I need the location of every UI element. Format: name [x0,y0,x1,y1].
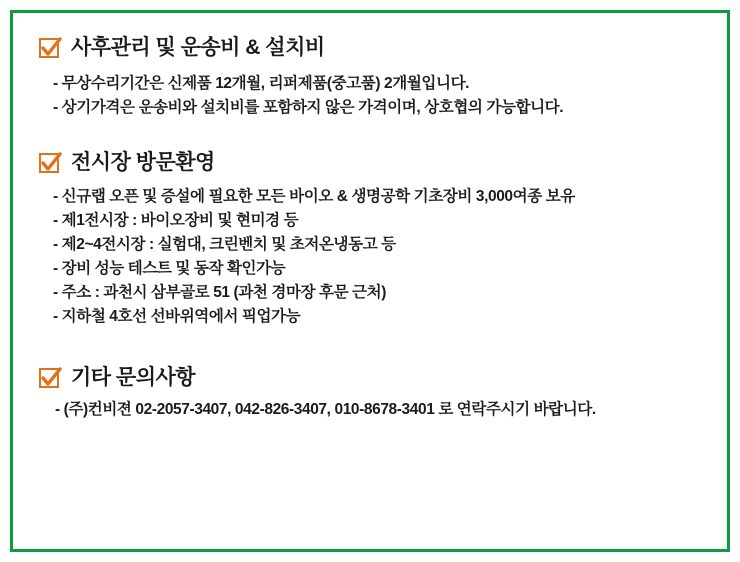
list-item: - 상기가격은 운송비와 설치비를 포함하지 않은 가격이며, 상호협의 가능합니다. [53,99,564,117]
section-header [39,152,701,173]
section-spacer [39,333,701,367]
list-item: - (주)컨비젼 02-2057-3407, 042-826-3407, 010-8678-3401 로 연락주시기 바랍니다. [55,401,596,419]
list-item: - 무상수리기간은 신제품 12개월, 리퍼제품(중고품) 2개월입니다. [53,75,470,92]
section-lines [39,72,701,120]
section-header [39,367,701,388]
list-item: - 신규랩 오픈 및 증설에 필요한 모든 바이오 & 생명공학 기초장비 3,000여종 보유 [53,188,575,206]
section-lines [39,185,701,329]
list-item: - 장비 성능 테스트 및 동작 확인가능 [53,260,286,278]
section-title: 사후관리 및 운송비 & 설치비 [71,36,325,59]
section-lines [39,398,701,422]
section-header [39,37,701,58]
list-item: - 제2~4전시장 : 실험대, 크린벤치 및 초저온냉동고 등 [53,236,396,254]
section-after-sales-and-shipping [39,37,701,120]
orange-check-box-icon [39,368,59,388]
orange-check-box-icon [39,38,59,58]
section-title: 전시장 방문환영 [71,151,215,175]
green-bordered-content-frame [10,10,730,552]
section-other-inquiries [39,367,701,422]
section-showroom-visit [39,152,701,329]
list-item: - 주소 : 과천시 삼부골로 51 (과천 경마장 후문 근처) [53,284,386,302]
orange-check-box-icon [39,153,59,173]
section-spacer [39,124,701,152]
list-item: - 지하철 4호선 선바위역에서 픽업가능 [53,308,301,326]
section-title: 기타 문의사항 [71,366,196,390]
list-item: - 제1전시장 : 바이오장비 및 현미경 등 [53,212,299,230]
